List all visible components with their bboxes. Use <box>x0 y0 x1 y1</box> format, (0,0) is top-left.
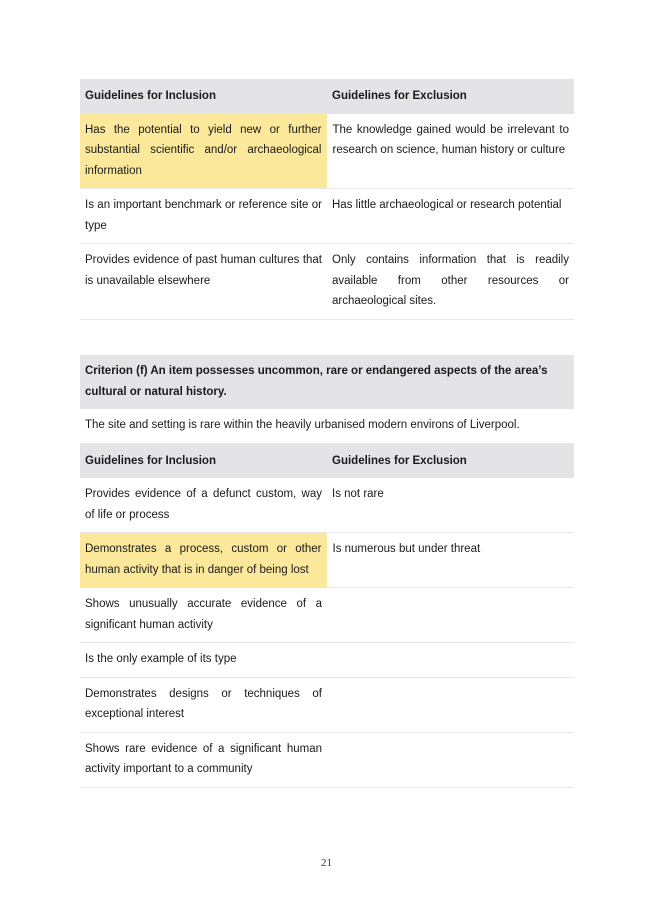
exclusion-cell <box>327 677 574 732</box>
guidelines-table-1 <box>80 79 574 320</box>
table-row <box>80 478 574 533</box>
table-header-row <box>80 443 574 478</box>
header-inclusion: Guidelines for Inclusion <box>80 79 327 114</box>
table-row <box>80 677 574 732</box>
inclusion-cell-highlighted: Demonstrates a process, custom or other human activity that is in danger of being lost <box>80 533 327 588</box>
header-exclusion: Guidelines for Exclusion <box>327 443 574 478</box>
exclusion-cell <box>327 732 574 787</box>
criterion-row <box>80 355 574 409</box>
table-row <box>80 732 574 787</box>
inclusion-cell: Is an important benchmark or reference site or type <box>80 189 327 244</box>
inclusion-cell: Demonstrates designs or techniques of exceptional interest <box>80 677 327 732</box>
inclusion-cell: Provides evidence of a defunct custom, way of life or process <box>80 478 327 533</box>
inclusion-cell-highlighted: Has the potential to yield new or further substantial scientific and/or archaeological information <box>80 114 327 189</box>
exclusion-cell <box>327 588 574 643</box>
exclusion-cell: Only contains information that is readily available from other resources or archaeological sites. <box>327 244 574 320</box>
exclusion-cell: Is not rare <box>327 478 574 533</box>
table-row <box>80 643 574 678</box>
header-inclusion: Guidelines for Inclusion <box>80 443 327 478</box>
exclusion-cell: Has little archaeological or research potential <box>327 189 574 244</box>
exclusion-cell <box>327 643 574 678</box>
inclusion-cell: Is the only example of its type <box>80 643 327 678</box>
inclusion-cell: Provides evidence of past human cultures that is unavailable elsewhere <box>80 244 327 320</box>
criterion-heading: Criterion (f) An item possesses uncommon, rare or endangered aspects of the area’s cultural or natural history. <box>80 355 574 409</box>
table-row <box>80 244 574 320</box>
exclusion-cell: The knowledge gained would be irrelevant to research on science, human history or culture <box>327 114 574 189</box>
statement-row <box>80 409 574 443</box>
table-header-row <box>80 79 574 114</box>
table-row <box>80 189 574 244</box>
criterion-f-table <box>80 355 574 788</box>
page-number: 21 <box>321 857 332 869</box>
inclusion-cell: Shows unusually accurate evidence of a significant human activity <box>80 588 327 643</box>
table-row <box>80 533 574 588</box>
table-row <box>80 114 574 189</box>
inclusion-exclusion-table-1 <box>80 79 574 320</box>
inclusion-cell: Shows rare evidence of a significant human activity important to a community <box>80 732 327 787</box>
table-row <box>80 588 574 643</box>
header-exclusion: Guidelines for Exclusion <box>327 79 574 114</box>
exclusion-cell: Is numerous but under threat <box>327 533 574 588</box>
guidelines-table-2 <box>80 355 574 788</box>
criterion-statement: The site and setting is rare within the heavily urbanised modern environs of Liverpool. <box>80 409 574 443</box>
